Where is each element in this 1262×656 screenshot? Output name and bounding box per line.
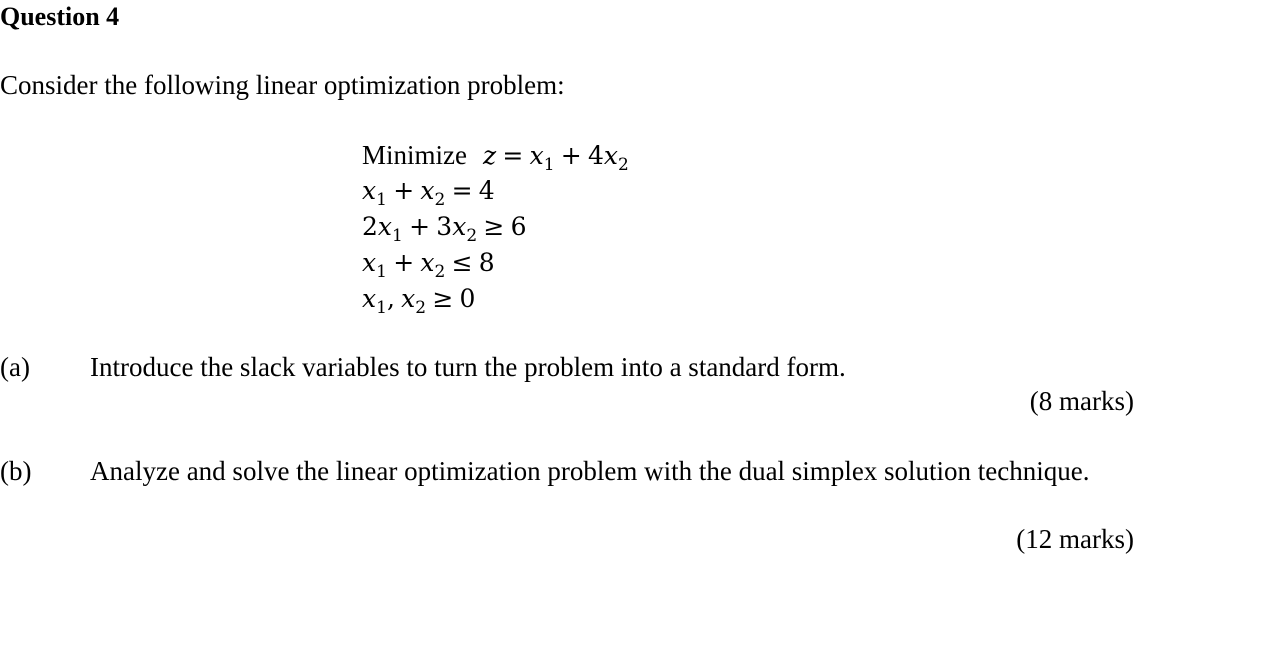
objective-expression: z = $x_1$ + $4x_2$: [482, 141, 629, 175]
constraint-nonnegativity: $x_1$, $x_2$ ≥ 0: [362, 284, 476, 318]
part-a-text: Introduce the slack variables to turn the problem into a standard form.: [90, 352, 846, 382]
objective-word: Minimize: [362, 140, 467, 170]
part-b-text: Analyze and solve the linear optimization problem with the dual simplex solution technique.: [90, 456, 1090, 486]
question-intro: Consider the following linear optimization problem:: [0, 70, 565, 100]
question-title: Question 4: [0, 2, 120, 31]
part-a-marks: (8 marks): [1029, 386, 1134, 416]
constraint-2: $2x_1$ + $3x_2$ ≥ 6: [362, 212, 527, 246]
constraint-1: $x_1$ + $x_2$ = 4: [362, 176, 495, 210]
objective-line: [362, 139, 629, 175]
part-b-label: (b): [0, 456, 32, 486]
part-a-label: (a): [0, 352, 30, 382]
part-b-marks: (12 marks): [1016, 524, 1134, 554]
constraint-3: $x_1$ + $x_2$ ≤ 8: [362, 248, 495, 282]
